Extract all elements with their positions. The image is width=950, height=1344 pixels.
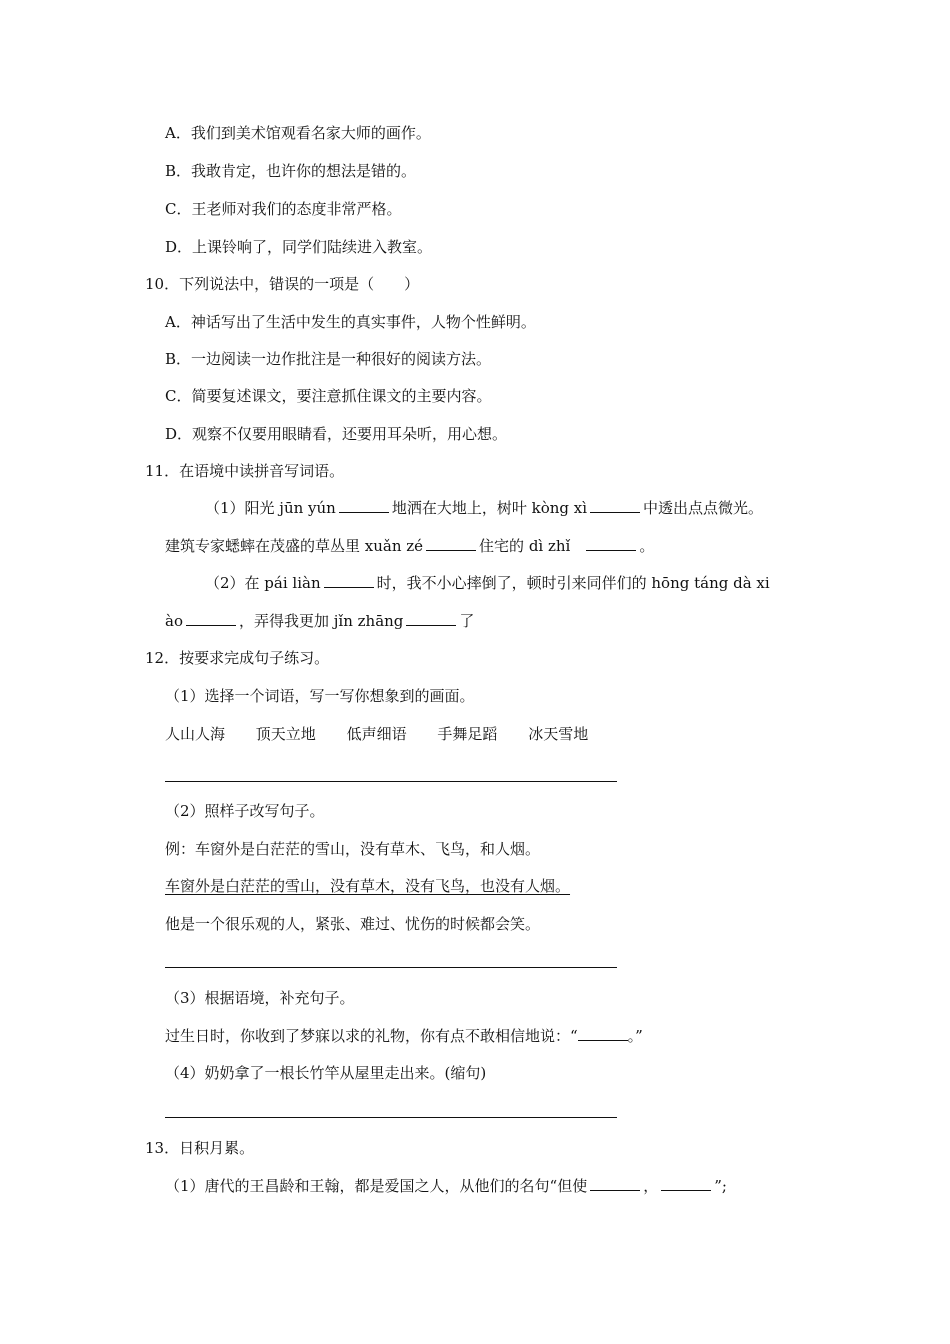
q11-part1-line2 bbox=[165, 536, 654, 556]
q11-part1-line1 bbox=[205, 498, 763, 518]
q12-sub2: （2）照样子改写句子。 bbox=[165, 802, 325, 820]
q12-sub2-sentence: 他是一个很乐观的人，紧张、难过、忧伤的时候都会笑。 bbox=[165, 915, 541, 933]
q12-answer-line-1[interactable] bbox=[165, 781, 617, 782]
q10-stem: 10．下列说法中，错误的一项是（ ） bbox=[145, 275, 420, 293]
q9-option-b: B．我敢肯定，也许你的想法是错的。 bbox=[165, 162, 417, 180]
q10-option-d: D．观察不仅要用眼睛看，还要用耳朵听，用心想。 bbox=[165, 425, 508, 443]
q12-word: 顶天立地 bbox=[255, 725, 316, 743]
q12-stem: 12．按要求完成句子练习。 bbox=[145, 649, 330, 667]
q11-p2-c: ào bbox=[165, 612, 183, 630]
q10-option-c: C．简要复述课文，要注意抓住课文的主要内容。 bbox=[165, 387, 492, 405]
q12-word-list bbox=[165, 724, 614, 744]
q12-sub3-text-a: 过生日时，你收到了梦寐以求的礼物，你有点不敢相信地说：“ bbox=[165, 1027, 578, 1045]
q11-blank-2[interactable] bbox=[590, 498, 640, 513]
q11-blank-1[interactable] bbox=[339, 498, 389, 513]
q11-part2-line2 bbox=[165, 611, 474, 631]
q12-example-answer: 车窗外是白茫茫的雪山，没有草木，没有飞鸟，也没有人烟。 bbox=[165, 877, 571, 895]
q11-p2-e: 了 bbox=[459, 612, 475, 630]
q12-example: 例：车窗外是白茫茫的雪山，没有草木、飞鸟，和人烟。 bbox=[165, 840, 541, 858]
q11-p1-a: （1）阳光 jūn yún bbox=[205, 499, 336, 517]
q13-blank-1[interactable] bbox=[590, 1176, 640, 1191]
q12-sub3-sentence bbox=[165, 1026, 643, 1046]
q9-option-c: C．王老师对我们的态度非常严格。 bbox=[165, 200, 402, 218]
q11-p1-e: 住宅的 dì zhǐ bbox=[479, 537, 571, 555]
q13-sub1-text-c: ”; bbox=[714, 1177, 727, 1195]
q10-option-b: B．一边阅读一边作批注是一种很好的阅读方法。 bbox=[165, 350, 492, 368]
q11-p1-b: 地洒在大地上，树叶 kòng xì bbox=[391, 499, 588, 517]
q11-blank-5[interactable] bbox=[324, 573, 374, 588]
q9-option-a: A．我们到美术馆观看名家大师的画作。 bbox=[165, 124, 431, 142]
q12-word: 冰天雪地 bbox=[528, 725, 589, 743]
q12-sub3: （3）根据语境，补充句子。 bbox=[165, 989, 355, 1007]
q10-option-a: A．神话写出了生活中发生的真实事件，人物个性鲜明。 bbox=[165, 313, 536, 331]
q13-sub1 bbox=[165, 1176, 727, 1196]
q12-sub4: （4）奶奶拿了一根长竹竿从屋里走出来。(缩句) bbox=[165, 1064, 487, 1082]
q11-stem: 11．在语境中读拼音写词语。 bbox=[145, 462, 345, 480]
q11-part2-line1 bbox=[205, 573, 770, 593]
q11-p1-f: 。 bbox=[639, 537, 655, 555]
q13-sub1-text-a: （1）唐代的王昌龄和王翰，都是爱国之人，从他们的名句“但使 bbox=[165, 1177, 588, 1195]
q12-word: 人山人海 bbox=[165, 725, 226, 743]
q11-p1-d: 建筑专家蟋蟀在茂盛的草丛里 xuǎn zé bbox=[165, 537, 424, 555]
q12-sub3-text-b: 。” bbox=[627, 1027, 643, 1045]
q12-blank[interactable] bbox=[578, 1026, 628, 1041]
q11-blank-6[interactable] bbox=[186, 611, 236, 626]
q12-word: 手舞足蹈 bbox=[437, 725, 498, 743]
q12-answer-line-2[interactable] bbox=[165, 967, 617, 968]
q13-stem: 13．日积月累。 bbox=[145, 1139, 255, 1157]
q13-blank-2[interactable] bbox=[661, 1176, 711, 1191]
q12-word: 低声细语 bbox=[346, 725, 407, 743]
q11-blank-4[interactable] bbox=[586, 536, 636, 551]
q11-p2-a: （2）在 pái liàn bbox=[205, 574, 321, 592]
q11-blank-3[interactable] bbox=[426, 536, 476, 551]
q11-p1-c: 中透出点点微光。 bbox=[643, 499, 764, 517]
q12-sub1: （1）选择一个词语，写一写你想象到的画面。 bbox=[165, 687, 475, 705]
q11-p2-b: 时，我不小心摔倒了，顿时引来同伴们的 hōng táng dà xi bbox=[376, 574, 770, 592]
q11-p2-d: ，弄得我更加 jǐn zhāng bbox=[238, 612, 404, 630]
q11-blank-7[interactable] bbox=[406, 611, 456, 626]
q9-option-d: D．上课铃响了，同学们陆续进入教室。 bbox=[165, 238, 433, 256]
q13-sub1-text-b: ， bbox=[643, 1177, 659, 1195]
q12-answer-line-3[interactable] bbox=[165, 1117, 617, 1118]
